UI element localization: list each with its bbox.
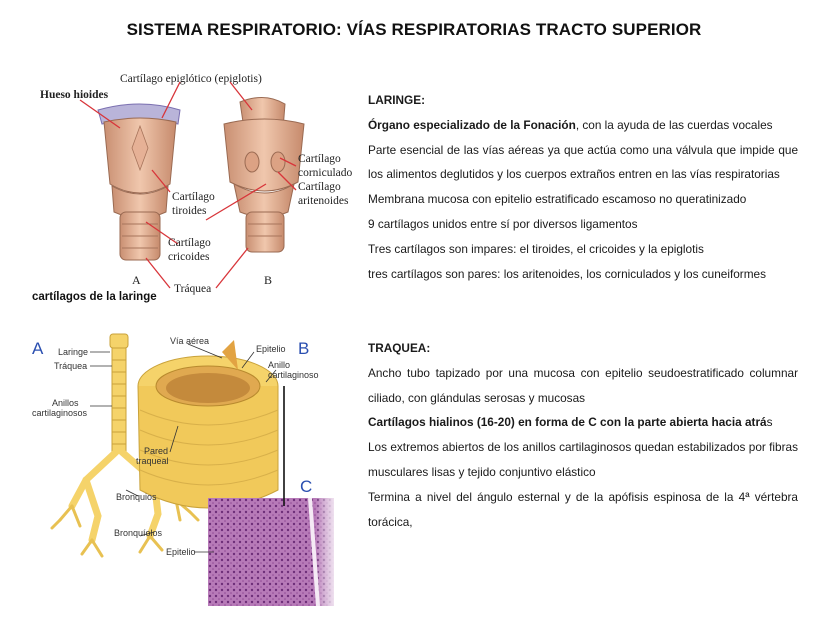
label-airway: Vía aérea [170,336,210,346]
page-title: SISTEMA RESPIRATORIO: VÍAS RESPIRATORIAS TRACTO SUPERIOR [126,20,702,39]
view-label-a: A [132,273,141,287]
label-thyroid-cartilage-line1: Cartílago [172,191,215,203]
label-thyroid-cartilage-line2: tiroides [172,205,207,217]
larynx-illustration [20,62,355,314]
trachea-histology-micrograph [208,498,334,606]
label-cricoid-cartilage-line1: Cartílago [168,237,211,249]
label-cartilage-ring-line1: Anillo [268,360,291,370]
trachea-cross-section [138,340,278,508]
larynx-figure-caption: cartílagos de la laringe [32,291,157,303]
panel-label-c: C [300,477,313,496]
label-arytenoid-cartilage-line1: Cartílago [298,181,341,193]
larynx-paragraph: Parte esencial de las vías aéreas ya que actúa como una válvula que impide que los alimentos deglutidos y los cuerpos extraños entren en las vías respiratorias [368,142,798,182]
trachea-cartilage-bold: Cartílagos hialinos (16-20) en forma de C con la parte abierta hacia atrá [368,415,767,430]
label-corniculate-cartilage-line1: Cartílago [298,153,341,165]
trachea-illustration [28,330,340,610]
larynx-paragraph: Tres cartílagos son impares: el tiroides, el cricoides y la epiglotis [368,241,704,256]
panel-label-b: B [298,339,310,358]
label-epiglottic-cartilage: Cartílago epiglótico (epiglotis) [120,73,262,85]
larynx-cartilages-figure [20,62,355,314]
larynx-section [368,88,798,286]
larynx-posterior-view [224,97,304,252]
panel-label-a: A [32,339,44,358]
trachea-cartilage-tail: s [766,415,773,430]
trachea-paragraph: Termina a nivel del ángulo esternal y de la apófisis espinosa de la 4ª vértebra torácica, [368,489,798,529]
label-trachea: Tráquea [174,283,212,295]
label-corniculate-cartilage-line2: corniculado [298,167,353,179]
larynx-lead-paragraph [368,113,798,138]
larynx-paragraph: tres cartílagos son pares: los aritenoides, los corniculados y los cuneiformes [368,266,767,281]
label-arytenoid-cartilage-line2: aritenoides [298,195,349,207]
trachea-section [368,336,798,534]
label-larynx: Laringe [58,347,89,357]
label-epithelium-top: Epitelio [256,344,286,354]
trachea-cartilage-line [368,410,798,435]
label-hyoid-bone: Hueso hioides [40,89,109,101]
larynx-paragraph: Membrana mucosa con epitelio estratificado escamoso no queratinizado [368,192,747,207]
label-rings-line2: cartilaginosos [32,408,88,418]
label-tracheal-wall-line1: Pared [144,446,169,456]
label-epithelium-bottom: Epitelio [166,547,196,557]
larynx-lead-bold: Órgano especializado de la Fonación [368,117,576,132]
label-cartilage-ring-line2: cartilaginoso [268,370,319,380]
label-tracheal-wall-line2: traqueal [136,456,169,466]
trachea-paragraph: Los extremos abiertos de los anillos cartilaginosos quedan estabilizados por fibras musculares lisas y tejido conjuntivo elástico [368,440,798,479]
larynx-lead-rest: , con la ayuda de las cuerdas vocales [575,117,773,132]
trachea-heading: TRAQUEA: [368,341,431,355]
label-cricoid-cartilage-line2: cricoides [168,251,210,263]
trachea-figure [28,330,340,610]
label-bronchioles: Bronquíolos [114,528,163,538]
view-label-b: B [264,273,273,287]
trachea-paragraph: Ancho tubo tapizado por una mucosa con epitelio seudoestratificado columnar ciliado, con glándulas serosas y mucosas [368,365,798,405]
label-trachea: Tráquea [54,361,88,371]
label-rings-line1: Anillos [52,398,79,408]
larynx-heading: LARINGE: [368,93,426,107]
larynx-paragraph: 9 cartílagos unidos entre sí por diversos ligamentos [368,216,638,231]
label-bronchi: Bronquios [116,492,157,502]
